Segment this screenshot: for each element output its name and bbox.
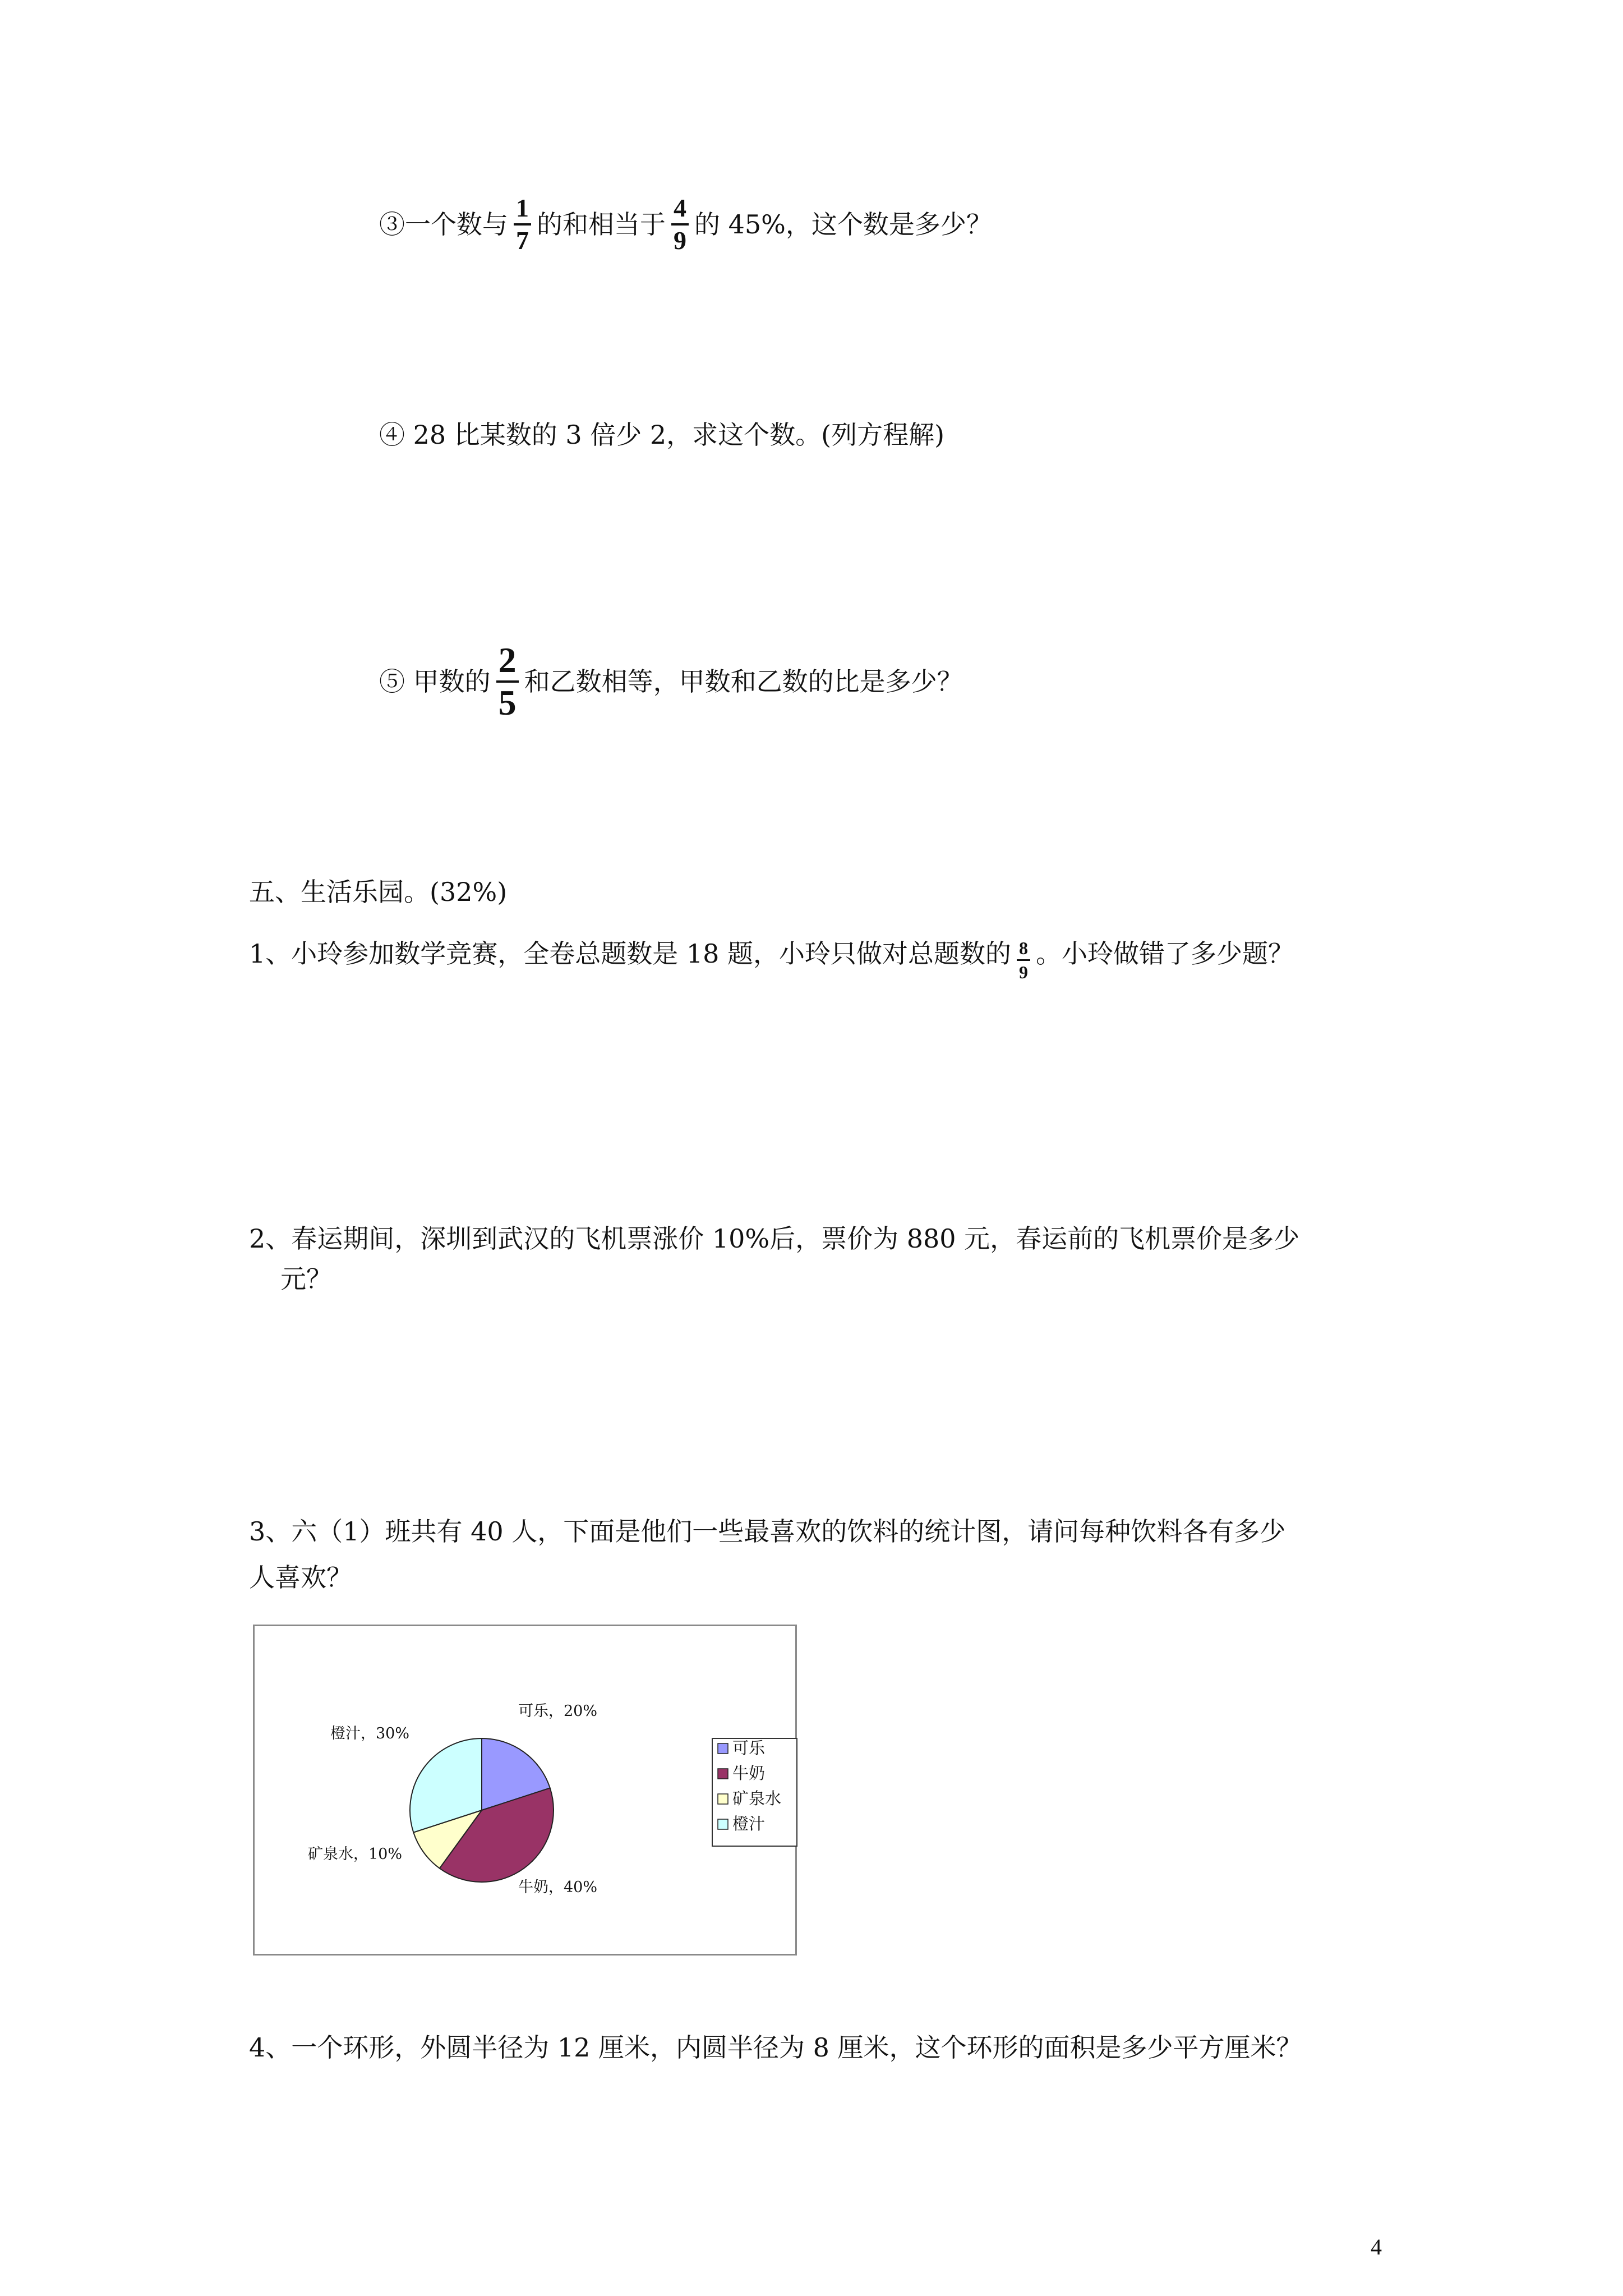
fraction-numerator: 8 (1017, 939, 1030, 961)
question-5-text-post: 和乙数相等，甲数和乙数的比是多少？ (524, 666, 963, 697)
chart-legend (712, 1738, 797, 1846)
fraction-numerator: 2 (496, 642, 519, 683)
pie-data-label: 可乐，20% (518, 1703, 598, 1720)
problem-2-text: 2、春运期间，深圳到武汉的飞机票涨价 10%后，票价为 880 元，春运前的飞机票价是多少 (249, 1223, 1300, 1254)
pie-data-label: 橙汁，30% (330, 1725, 410, 1742)
page-number: 4 (1371, 2234, 1382, 2260)
problem-4-text: 4、一个环形，外圆半径为 12 厘米，内圆半径为 8 厘米，这个环形的面积是多少平方厘米？ (249, 2032, 1302, 2063)
problem-2-line-1 (249, 1222, 1299, 1255)
fraction-numerator: 1 (514, 195, 531, 226)
question-3-text-mid: 的和相当于 (537, 209, 666, 240)
fraction-denominator: 9 (674, 226, 686, 255)
pie-data-label: 矿泉水，10% (308, 1846, 403, 1863)
fraction-2-5 (496, 642, 519, 721)
problem-1 (249, 926, 1294, 982)
question-3 (379, 191, 992, 258)
legend-swatch (718, 1743, 728, 1754)
question-3-text-post: 的 45%，这个数是多少？ (694, 209, 992, 240)
legend-label: 橙汁 (732, 1814, 766, 1833)
problem-1-text-post: 。小玲做错了多少题？ (1036, 938, 1294, 969)
problem-4 (249, 2031, 1302, 2064)
legend-label: 可乐 (732, 1738, 766, 1757)
fraction-1-7 (514, 195, 531, 254)
problem-1-text-pre: 1、小玲参加数学竞赛，全卷总题数是 18 题，小玲只做对总题数的 (249, 938, 1012, 969)
problem-3-text-cont: 人喜欢？ (249, 1562, 352, 1593)
fraction-denominator: 7 (516, 226, 529, 255)
pie-chart-svg (255, 1626, 799, 1957)
question-4 (379, 418, 944, 452)
pie-slices (410, 1738, 554, 1882)
fraction-numerator: 4 (671, 195, 689, 226)
fraction-denominator: 9 (1019, 961, 1029, 982)
fraction-denominator: 5 (498, 683, 517, 723)
fraction-8-9 (1017, 939, 1030, 981)
problem-3-line-1 (249, 1515, 1285, 1548)
problem-3-text: 3、六（1）班共有 40 人，下面是他们一些最喜欢的饮料的统计图，请问每种饮料各有多少 (249, 1516, 1286, 1547)
section-title (249, 875, 507, 909)
legend-swatch (718, 1819, 728, 1829)
problem-2-line-2 (280, 1262, 332, 1296)
legend-swatch (718, 1769, 728, 1779)
pie-chart (253, 1625, 797, 1955)
question-5-text-pre: ⑤ 甲数的 (379, 666, 491, 697)
legend-label: 矿泉水 (732, 1789, 782, 1808)
pie-data-label: 牛奶，40% (518, 1879, 598, 1896)
legend-label: 牛奶 (732, 1764, 766, 1783)
question-4-text: ④ 28 比某数的 3 倍少 2，求这个数。(列方程解) (379, 420, 945, 450)
question-5 (379, 642, 963, 721)
problem-3-line-2 (249, 1561, 352, 1594)
section-title-text: 五、生活乐园。(32%) (249, 877, 508, 907)
problem-2-text-cont: 元？ (280, 1264, 332, 1294)
fraction-4-9 (671, 195, 689, 254)
question-3-text-pre: ③一个数与 (379, 209, 508, 240)
legend-swatch (718, 1794, 728, 1804)
